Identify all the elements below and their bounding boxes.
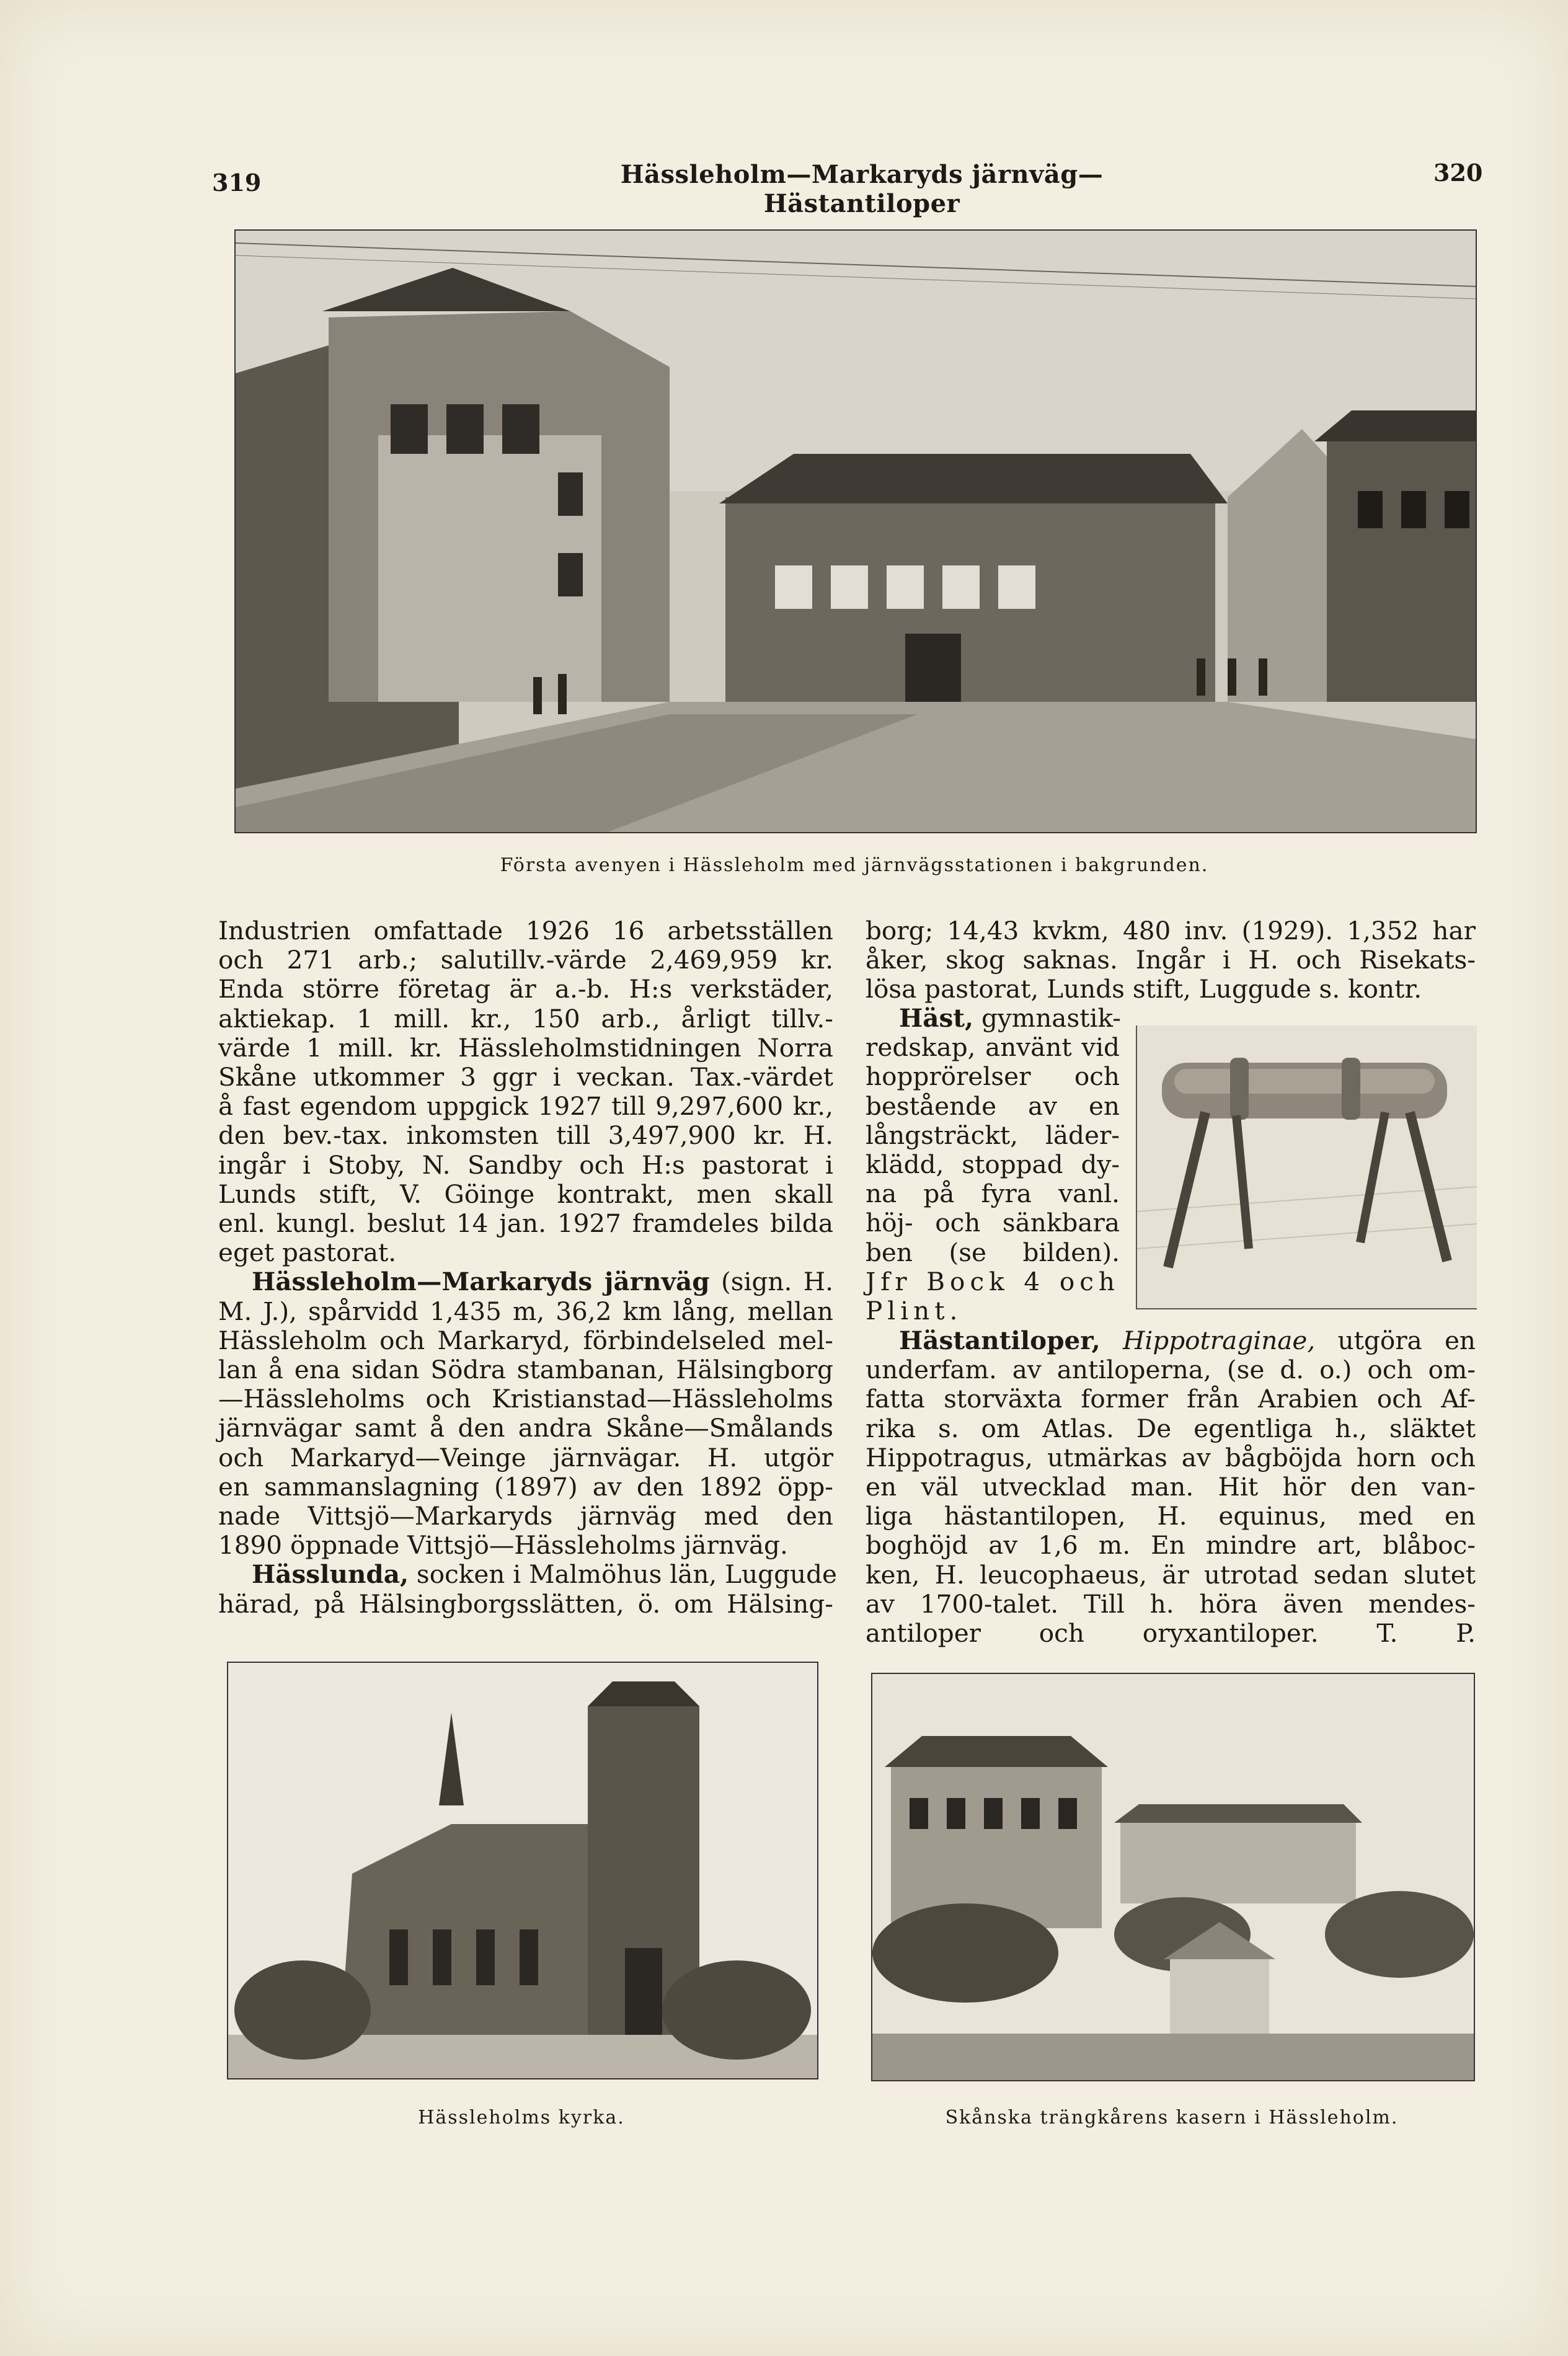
text-line: hopprörelser och: [866, 1061, 1120, 1092]
church-photo: [227, 1662, 818, 2079]
text-line: och Markaryd—Veinge järnvägar. H. utgör: [218, 1442, 833, 1472]
text-line: höj- och sänkbara: [866, 1208, 1120, 1238]
text-line: Lunds stift, V. Göinge kontrakt, men skall: [218, 1179, 833, 1209]
barracks-photo: [871, 1673, 1475, 2081]
text-line: av 1700-talet. Till h. höra även mendes-: [866, 1588, 1476, 1619]
text-line: underfam. av antiloperna, (se d. o.) och om-: [866, 1355, 1476, 1385]
text-line: —Hässleholms och Kristianstad—Hässleholms: [218, 1384, 833, 1414]
text-line: en väl utvecklad man. Hit hör den van-: [866, 1472, 1476, 1502]
text-line: M. J.), spårvidd 1,435 m, 36,2 km lång, mellan: [218, 1296, 833, 1326]
text-line: Hippotragus, utmärkas av bågböjda horn och: [866, 1442, 1476, 1472]
text-line: lösa pastorat, Lunds stift, Luggude s. kontr.: [866, 974, 1422, 1004]
text-line: antiloper och oryxantiloper. T. P.: [866, 1618, 1476, 1649]
hast-headword: Häst,: [899, 1003, 974, 1033]
text-line: ben (se bilden).: [866, 1237, 1120, 1267]
text-fragment: (sign. H.: [720, 1267, 833, 1297]
page-number-right: 320: [1433, 159, 1483, 187]
text-line: enl. kungl. beslut 14 jan. 1927 framdeles bilda: [218, 1208, 833, 1239]
text-line: eget pastorat.: [218, 1238, 397, 1268]
text-line: ingår i Stoby, N. Sandby och H:s pastorat i: [218, 1149, 833, 1180]
left-column: [218, 916, 837, 1619]
text-fragment: utgöra en: [1337, 1326, 1476, 1355]
text-fragment: gymnastik-: [981, 1003, 1121, 1033]
text-fragment: socken i Malmöhus län, Luggude: [416, 1559, 837, 1590]
page-number-left: 319: [212, 169, 262, 197]
text-line: rika s. om Atlas. De egentliga h., släktet: [866, 1413, 1476, 1443]
text-line: Enda större företag är a.-b. H:s verkstäder,: [218, 974, 833, 1004]
text-line: aktiekap. 1 mill. kr., 150 arb., årligt tillv.-: [218, 1003, 833, 1034]
antilope-entry: [866, 1326, 1476, 1648]
text-line: boghöjd av 1,6 m. En mindre art, blåboc-: [866, 1530, 1476, 1561]
antilope-headword: Hästantiloper,: [899, 1326, 1101, 1355]
text-line: en sammanslagning (1897) av den 1892 öpp-: [218, 1471, 833, 1502]
text-line: järnvägar samt å den andra Skåne—Smålands: [218, 1413, 833, 1443]
street-photo-caption: Första avenyen i Hässleholm med järnvägsstationen i bakgrunden.: [500, 854, 1209, 876]
text-line: långsträckt, läder-: [866, 1120, 1120, 1150]
church-photo-image: [228, 1663, 817, 2078]
text-line: borg; 14,43 kvkm, 480 inv. (1929). 1,352 har: [866, 916, 1476, 946]
text-line: Jfr Bock 4 och: [866, 1266, 1120, 1296]
text-line: å fast egendom uppgick 1927 till 9,297,600 kr.,: [218, 1091, 833, 1122]
church-photo-caption: Hässleholms kyrka.: [418, 2107, 625, 2128]
antilope-entry-line: [866, 1326, 1476, 1355]
gymnastic-horse-illustration: [1136, 1025, 1477, 1309]
text-line: Industrien omfattade 1926 16 arbetsställen: [218, 916, 833, 946]
hast-entry: [866, 1004, 1120, 1326]
text-line: lan å ena sidan Södra stambanan, Hälsingborg: [218, 1355, 833, 1385]
text-line: Hässleholm och Markaryd, förbindelseled mel-: [218, 1325, 833, 1355]
street-photo: [234, 229, 1477, 833]
text-line: Plint.: [866, 1296, 963, 1326]
barracks-photo-image: [872, 1674, 1474, 2080]
text-line: 1890 öppnade Vittsjö—Hässleholms järnväg.: [218, 1530, 788, 1561]
text-line: Skåne utkommer 3 ggr i veckan. Tax.-värdet: [218, 1062, 833, 1092]
text-line: bestående av en: [866, 1091, 1120, 1121]
text-line: härad, på Hälsingborgsslätten, ö. om Hälsing-: [218, 1588, 833, 1619]
text-line: klädd, stoppad dy-: [866, 1149, 1120, 1180]
text-line: liga hästantilopen, H. equinus, med en: [866, 1501, 1476, 1531]
text-line: ken, H. leucophaeus, är utrotad sedan slutet: [866, 1559, 1476, 1590]
barracks-photo-caption: Skånska trängkårens kasern i Hässleholm.: [945, 2107, 1399, 2128]
text-line: åker, skog saknas. Ingår i H. och Risekats-: [866, 945, 1476, 975]
right-column: [866, 916, 1476, 1004]
hast-entry-line: [866, 1004, 1120, 1033]
hasslunda-headword: Hässlunda,: [252, 1559, 409, 1590]
text-line: och 271 arb.; salutillv.-värde 2,469,959 kr.: [218, 945, 833, 975]
text-line: na på fyra vanl.: [866, 1179, 1120, 1209]
gymnastic-horse-image: [1137, 1025, 1477, 1308]
railway-entry-line: [218, 1267, 833, 1296]
railway-headword: Hässleholm—Markaryds järnväg: [252, 1267, 710, 1297]
hasslunda-entry-line: [218, 1559, 837, 1590]
text-line: fatta storväxta former från Arabien och Af-: [866, 1384, 1476, 1414]
text-line: redskap, använt vid: [866, 1032, 1120, 1063]
antilope-latin-name: Hippotraginae,: [1123, 1326, 1316, 1355]
text-line: den bev.-tax. inkomsten till 3,497,900 kr. H.: [218, 1120, 833, 1151]
text-line: värde 1 mill. kr. Hässleholmstidningen Norra: [218, 1032, 833, 1063]
running-title: Hässleholm—Markaryds järnväg—Hästantiloper: [620, 160, 1104, 218]
text-line: nade Vittsjö—Markaryds järnväg med den: [218, 1501, 833, 1531]
street-photo-image: [236, 231, 1476, 832]
